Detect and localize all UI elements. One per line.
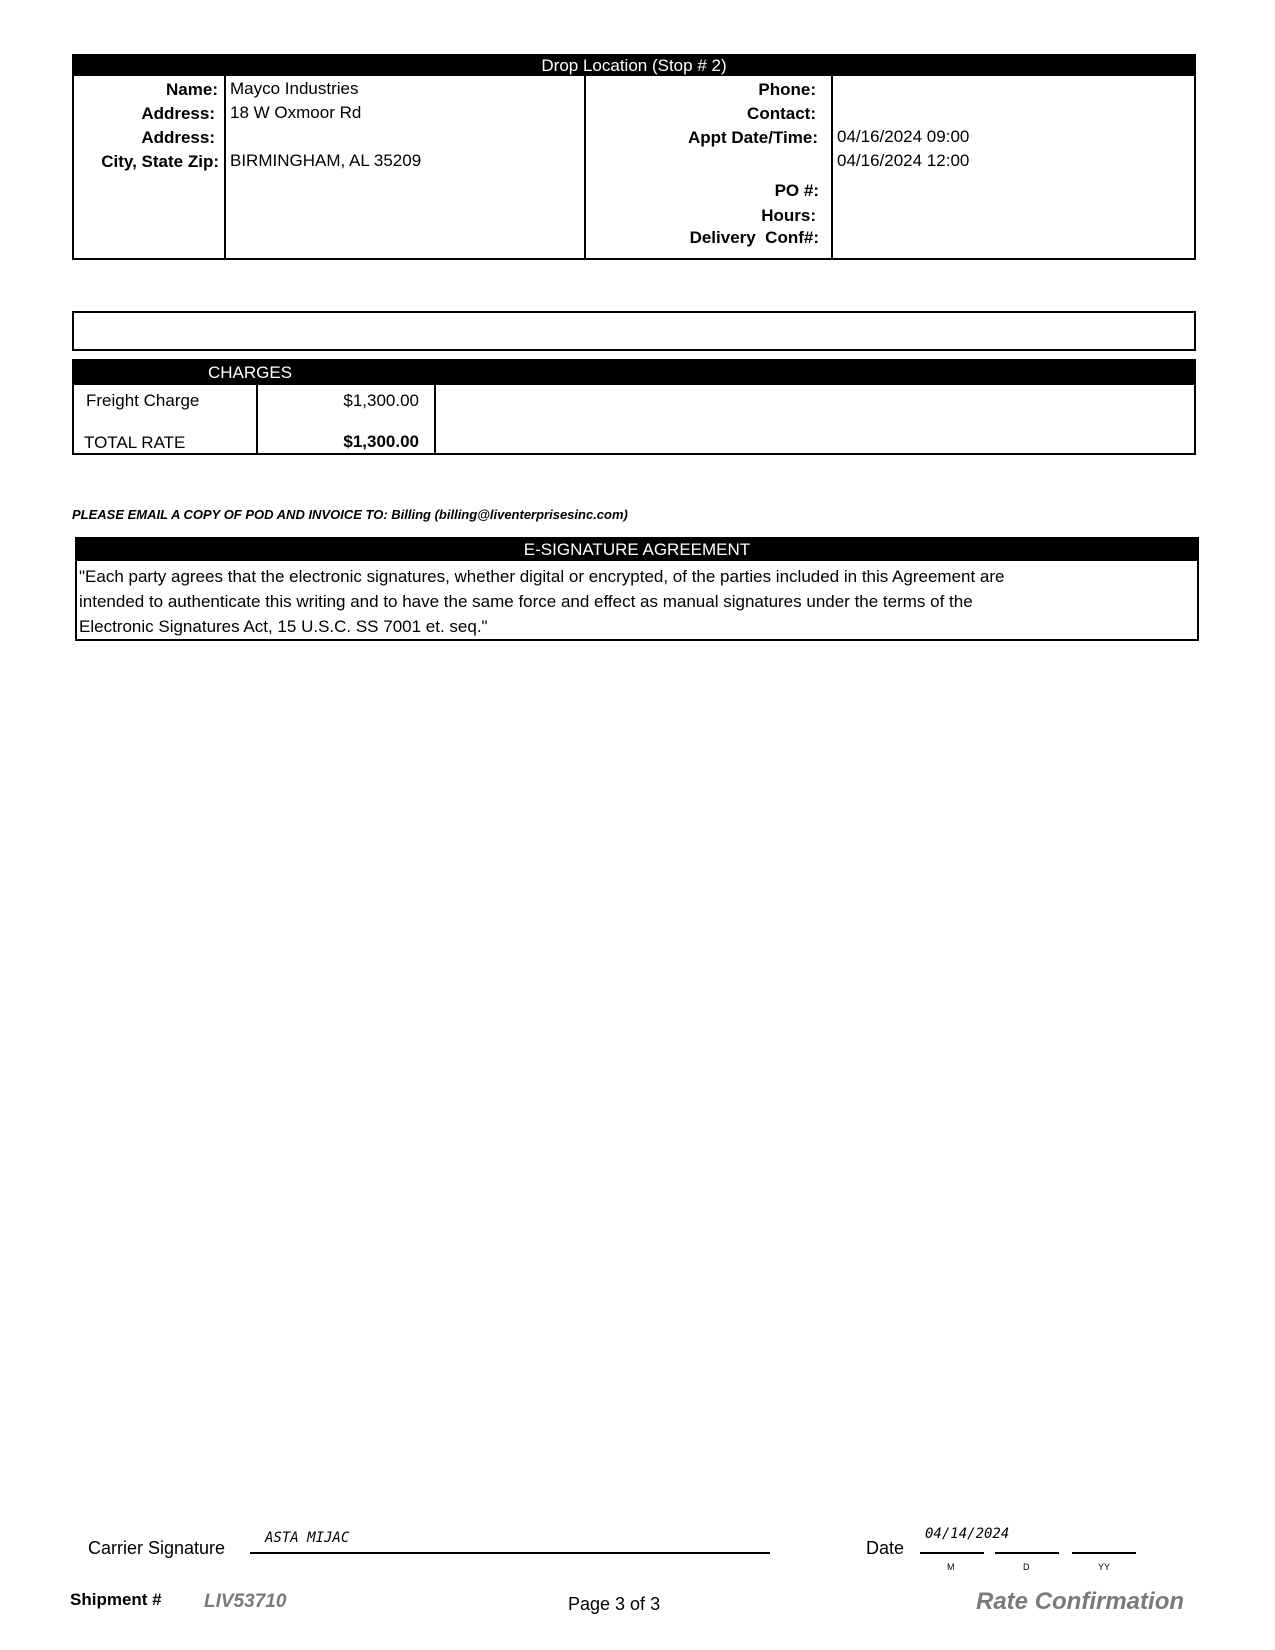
city-state-zip-value: BIRMINGHAM, AL 35209: [230, 151, 422, 170]
name-label: Name:: [166, 80, 218, 99]
date-d-caption: D: [1023, 1562, 1030, 1572]
date-value: 04/14/2024: [925, 1526, 1010, 1542]
page-number: Page 3 of 3: [568, 1594, 661, 1614]
date-yy-caption: YY: [1098, 1562, 1111, 1572]
address2-label: Address:: [141, 128, 215, 147]
freight-charge-value: $1,300.00: [343, 391, 419, 410]
appt-start-value: 04/16/2024 09:00: [837, 127, 970, 146]
name-value: Mayco Industries: [230, 79, 359, 98]
shipment-label: Shipment #: [70, 1590, 162, 1609]
e-signature-text: [79, 564, 1193, 639]
divider: [434, 385, 436, 453]
appt-end-value: 04/16/2024 12:00: [837, 151, 970, 170]
appt-date-time-label: Appt Date/Time:: [687, 128, 818, 147]
po-label: PO #:: [774, 181, 819, 200]
e-signature-agreement-box: [75, 537, 1199, 641]
shipment-number: LIV53710: [204, 1591, 287, 1612]
carrier-signature-line: [250, 1552, 770, 1554]
address-label: Address:: [141, 104, 215, 123]
freight-charge-label: Freight Charge: [86, 391, 200, 410]
drop-location-box: [72, 54, 1196, 260]
e-signature-line: "Each party agrees that the electronic signatures, whether digital or encrypted, of the parties included in this Agreement are: [79, 567, 1005, 586]
e-signature-header: E-SIGNATURE AGREEMENT: [77, 539, 1197, 561]
document-title: Rate Confirmation: [976, 1588, 1185, 1615]
charges-table: [72, 359, 1196, 455]
date-m-caption: M: [947, 1562, 955, 1572]
carrier-signature-label: Carrier Signature: [88, 1538, 226, 1558]
divider: [224, 76, 226, 258]
carrier-signature-value: ASTA MIJAC: [265, 1530, 350, 1546]
notes-box: [72, 311, 1196, 351]
hours-label: Hours:: [761, 206, 816, 225]
charges-header: CHARGES: [208, 363, 293, 382]
drop-location-header: Drop Location (Stop # 2): [74, 56, 1194, 76]
contact-label: Contact:: [747, 104, 816, 123]
e-signature-line: intended to authenticate this writing and to have the same force and effect as manual signatures under the terms of the: [79, 592, 973, 611]
phone-label: Phone:: [758, 80, 816, 99]
email-instructions: PLEASE EMAIL A COPY OF POD AND INVOICE TO: Billing (billing@liventerprisesinc.com): [72, 507, 628, 522]
charges-header-bar: [74, 361, 1194, 385]
address-value: 18 W Oxmoor Rd: [230, 103, 362, 122]
date-month-line: [920, 1552, 984, 1554]
e-signature-line: Electronic Signatures Act, 15 U.S.C. SS 7001 et. seq.": [79, 617, 488, 636]
divider: [831, 76, 833, 258]
total-rate-label: TOTAL RATE: [84, 433, 186, 452]
date-year-line: [1072, 1552, 1136, 1554]
city-state-zip-label: City, State Zip:: [101, 152, 219, 171]
delivery-conf-label: Delivery Conf#:: [689, 228, 819, 247]
divider: [584, 76, 586, 258]
total-rate-value: $1,300.00: [343, 432, 419, 451]
date-day-line: [995, 1552, 1059, 1554]
date-label: Date: [866, 1538, 905, 1558]
divider: [256, 385, 258, 453]
